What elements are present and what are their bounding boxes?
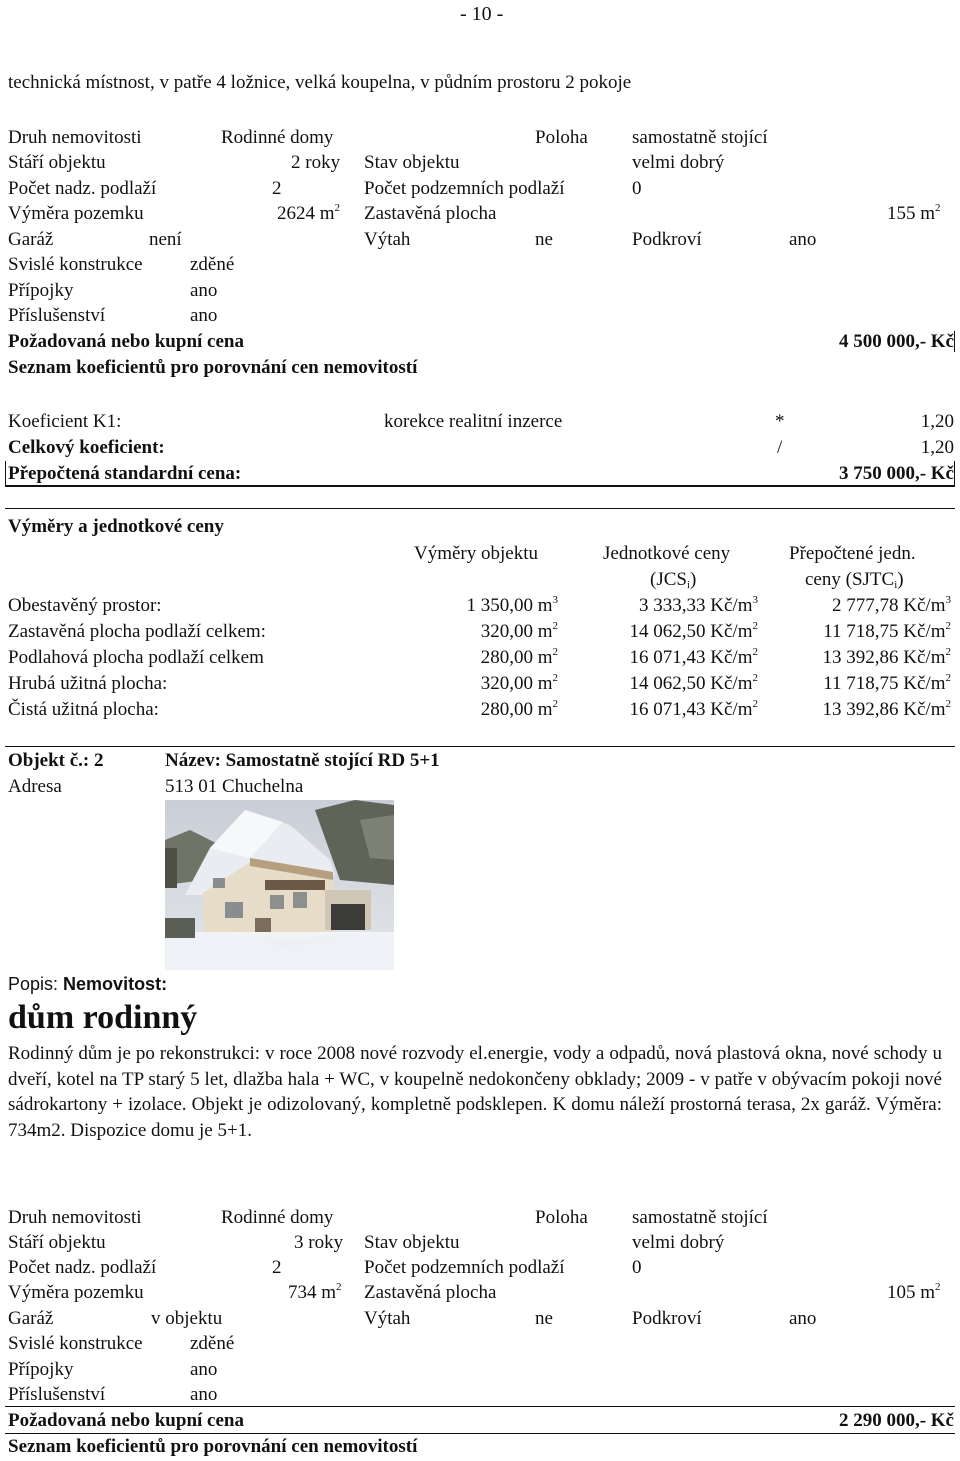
seznam2-label: Seznam koeficientů pro porovnání cen nemovitostí bbox=[8, 1436, 418, 1457]
podzemni2-value: 0 bbox=[632, 1257, 642, 1278]
cena-label: Požadovaná nebo kupní cena bbox=[8, 331, 244, 352]
vymery-row-vymera: 320,00 $m^2$ bbox=[480, 672, 558, 694]
adresa-value: 513 01 Chuchelna bbox=[165, 776, 304, 797]
vymery-row-vymera: 1 350,00 $m^3$ bbox=[466, 594, 558, 616]
stav2-value: velmi dobrý bbox=[632, 1232, 725, 1253]
prislusenstvi-value: ano bbox=[190, 305, 218, 326]
zastavena-label: Zastavěná plocha bbox=[364, 203, 497, 224]
stari-value: 2 roky bbox=[291, 152, 341, 173]
pripojky-value: ano bbox=[190, 280, 218, 301]
poloha2-label: Poloha bbox=[535, 1207, 588, 1228]
pozemek-label: Výměra pozemku bbox=[8, 203, 144, 224]
vymery-row-label: Obestavěný prostor: bbox=[8, 595, 162, 616]
podlazi2-value: 2 bbox=[272, 1257, 282, 1278]
prislusenstvi-label: Příslušenství bbox=[8, 305, 106, 326]
stav-label: Stav objektu bbox=[364, 152, 460, 173]
vymery-row-sjtc: 13 392,86 $Kč/m^2$ bbox=[822, 698, 951, 720]
podkrovi2-label: Podkroví bbox=[632, 1308, 702, 1329]
col-header-vymery: Výměry objektu bbox=[414, 543, 539, 564]
k1-desc: korekce realitní inzerce bbox=[384, 411, 563, 432]
garaz-label: Garáž bbox=[8, 229, 54, 250]
vymery-row-sjtc: 11 718,75 $Kč/m^2$ bbox=[823, 672, 951, 694]
vymery-top-rule bbox=[5, 508, 955, 509]
prepoctena-rule bbox=[5, 485, 955, 487]
cena2-bottom-rule bbox=[5, 1433, 955, 1434]
vymery-row-jcs: 14 062,50 $Kč/m^2$ bbox=[629, 620, 758, 642]
zastavena2-label: Zastavěná plocha bbox=[364, 1282, 497, 1303]
prepoctena-value: 3 750 000,- Kč bbox=[838, 463, 954, 484]
svisle-label: Svislé konstrukce bbox=[8, 254, 143, 275]
vymery-row-label: Hrubá užitná plocha: bbox=[8, 673, 168, 694]
k1-value: 1,20 bbox=[920, 411, 954, 432]
vytah2-value: ne bbox=[535, 1308, 553, 1329]
zastavena2-value: 105 $m^2$ bbox=[887, 1281, 941, 1303]
pozemek2-value: 734 $m^2$ bbox=[288, 1281, 342, 1303]
cena-value: 4 500 000,- Kč bbox=[838, 331, 954, 352]
podkrovi-label: Podkroví bbox=[632, 229, 702, 250]
prepoctena-label: Přepočtená standardní cena: bbox=[8, 463, 242, 484]
objekt-number: Objekt č.: 2 bbox=[8, 750, 104, 771]
cena2-label: Požadovaná nebo kupní cena bbox=[8, 1410, 244, 1431]
vymery-title: Výměry a jednotkové ceny bbox=[8, 516, 224, 537]
col-header-jcs-2: $(JCS_i)$ bbox=[650, 569, 697, 591]
popis-text: Rodinný dům je po rekonstrukci: v roce 2008 nové rozvody el.energie, vody a odpadů, nová plastová okna, nové schody u dveří, kotel na TP starý 5 let, dlažba hala + WC, v koupelně nedokončeny obklady; 2009 - v patře v obývacím pokoji nové sádrokartony + izolace. Objekt je odizolovaný, kompletně podsklepen. K domu náleží prostorná terasa, 2x garáž. Výměra: 734m2. Dispozice domu je 5+1. bbox=[8, 1043, 942, 1141]
vymery-row-label: Podlahová plocha podlaží celkem bbox=[8, 647, 264, 668]
vymery-row-vymera: 280,00 $m^2$ bbox=[480, 646, 558, 668]
house-photo bbox=[165, 800, 394, 970]
cena2-top-rule bbox=[5, 1406, 955, 1407]
stari2-value: 3 roky bbox=[294, 1232, 344, 1253]
druh-value: Rodinné domy bbox=[221, 127, 334, 148]
podlazi-label: Počet nadz. podlaží bbox=[8, 178, 157, 199]
vymery-row-jcs: 16 071,43 $Kč/m^2$ bbox=[629, 646, 758, 668]
k1-op: * bbox=[775, 411, 785, 432]
prislusenstvi2-value: ano bbox=[190, 1384, 218, 1405]
celkovy-label: Celkový koeficient: bbox=[8, 437, 165, 458]
druh2-label: Druh nemovitosti bbox=[8, 1207, 142, 1228]
podlazi2-label: Počet nadz. podlaží bbox=[8, 1257, 157, 1278]
stav2-label: Stav objektu bbox=[364, 1232, 460, 1253]
cena2-value: 2 290 000,- Kč bbox=[838, 1410, 954, 1431]
vymery-row-sjtc: 2 777,78 $Kč/m^3$ bbox=[832, 594, 951, 616]
objekt-nazev: Název: Samostatně stojící RD 5+1 bbox=[165, 750, 440, 771]
obj2-top-rule bbox=[5, 746, 955, 747]
poloha-value: samostatně stojící bbox=[632, 127, 768, 148]
podzemni2-label: Počet podzemních podlaží bbox=[364, 1257, 565, 1278]
popis-headline: dům rodinný bbox=[8, 999, 198, 1036]
vymery-row-vymera: 320,00 $m^2$ bbox=[480, 620, 558, 642]
svisle-value: zděné bbox=[190, 254, 235, 275]
col-header-jcs: Jednotkové ceny bbox=[603, 543, 731, 564]
page-number: - 10 - bbox=[460, 3, 504, 25]
col-header-sjtc-2: ceny $(SJTC_i)$ bbox=[805, 569, 904, 591]
podzemni-value: 0 bbox=[632, 178, 642, 199]
poloha-label: Poloha bbox=[535, 127, 588, 148]
poloha2-value: samostatně stojící bbox=[632, 1207, 768, 1228]
col-header-sjtc: Přepočtené jedn. bbox=[789, 543, 916, 564]
vymery-row-sjtc: 13 392,86 $Kč/m^2$ bbox=[822, 646, 951, 668]
svisle2-value: zděné bbox=[190, 1333, 235, 1354]
pozemek-value: 2624 $m^2$ bbox=[277, 202, 341, 224]
podlazi-value: 2 bbox=[272, 178, 282, 199]
zastavena-value: 155 $m^2$ bbox=[887, 202, 941, 224]
pozemek2-label: Výměra pozemku bbox=[8, 1282, 144, 1303]
vymery-row-vymera: 280,00 $m^2$ bbox=[480, 698, 558, 720]
celkovy-value: 1,20 bbox=[920, 437, 954, 458]
stari2-label: Stáří objektu bbox=[8, 1232, 106, 1253]
podkrovi-value: ano bbox=[789, 229, 817, 250]
vymery-row-jcs: 16 071,43 $Kč/m^2$ bbox=[629, 698, 758, 720]
garaz2-label: Garáž bbox=[8, 1308, 54, 1329]
vytah-value: ne bbox=[535, 229, 553, 250]
vymery-row-sjtc: 11 718,75 $Kč/m^2$ bbox=[823, 620, 951, 642]
garaz-value: není bbox=[149, 229, 182, 250]
vytah2-label: Výtah bbox=[364, 1308, 411, 1329]
vymery-row-jcs: 3 333,33 $Kč/m^3$ bbox=[639, 594, 758, 616]
prepoctena-border-right bbox=[954, 461, 955, 486]
svisle2-label: Svislé konstrukce bbox=[8, 1333, 143, 1354]
vymery-row-jcs: 14 062,50 $Kč/m^2$ bbox=[629, 672, 758, 694]
pripojky-label: Přípojky bbox=[8, 280, 74, 301]
druh2-value: Rodinné domy bbox=[221, 1207, 334, 1228]
podkrovi2-value: ano bbox=[789, 1308, 817, 1329]
pripojky2-label: Přípojky bbox=[8, 1359, 74, 1380]
stari-label: Stáří objektu bbox=[8, 152, 106, 173]
celkovy-op: / bbox=[777, 437, 783, 458]
intro-line: technická místnost, v patře 4 ložnice, velká koupelna, v půdním prostoru 2 pokoje bbox=[8, 72, 632, 93]
podzemni-label: Počet podzemních podlaží bbox=[364, 178, 565, 199]
garaz2-value: v objektu bbox=[151, 1308, 223, 1329]
vymery-row-label: Čistá užitná plocha: bbox=[8, 699, 159, 720]
stav-value: velmi dobrý bbox=[632, 152, 725, 173]
adresa-label: Adresa bbox=[8, 776, 62, 797]
pripojky2-value: ano bbox=[190, 1359, 218, 1380]
vymery-row-label: Zastavěná plocha podlaží celkem: bbox=[8, 621, 266, 642]
cena-border bbox=[954, 331, 955, 352]
druh-label: Druh nemovitosti bbox=[8, 127, 142, 148]
seznam-label: Seznam koeficientů pro porovnání cen nemovitostí bbox=[8, 357, 418, 378]
vytah-label: Výtah bbox=[364, 229, 411, 250]
popis-line: Popis: Nemovitost: bbox=[8, 974, 168, 994]
prepoctena-border-left bbox=[5, 461, 6, 486]
k1-label: Koeficient K1: bbox=[8, 411, 122, 432]
prislusenstvi2-label: Příslušenství bbox=[8, 1384, 106, 1405]
